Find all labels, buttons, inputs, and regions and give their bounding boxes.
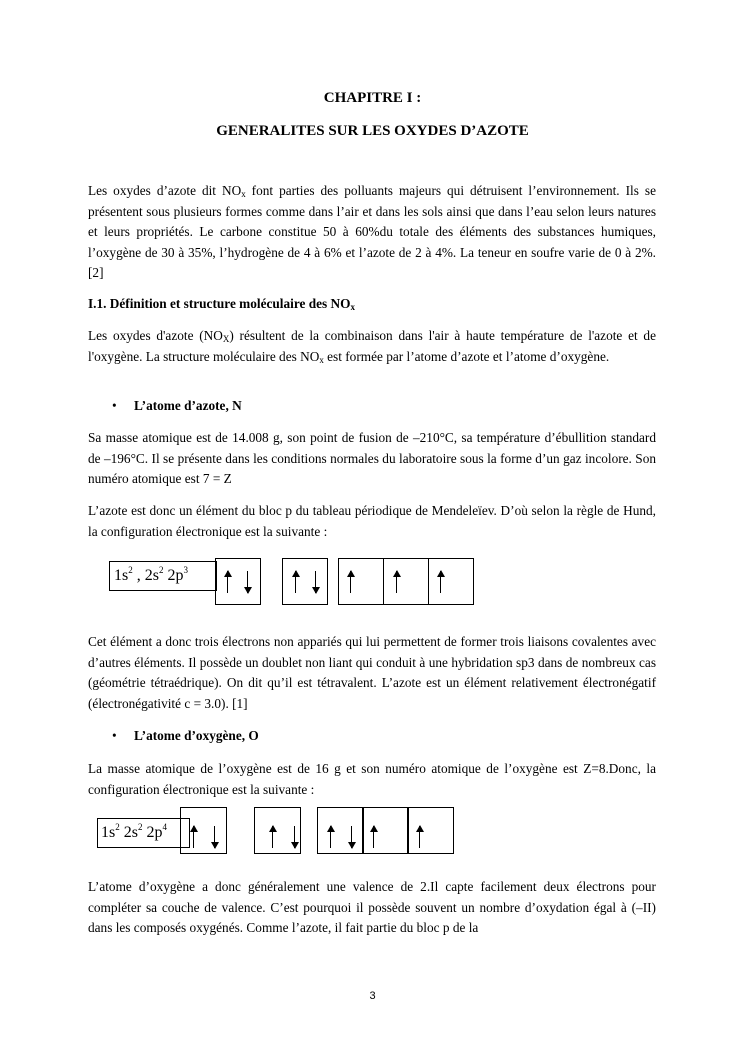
orbital-box-2py <box>383 558 429 605</box>
spin-up-arrow <box>295 571 296 593</box>
spin-up-arrow <box>396 571 397 593</box>
bullet-dot: • <box>112 398 117 413</box>
orbital-box-1s <box>180 807 227 854</box>
page-number: 3 <box>369 990 376 1002</box>
orbital-box-2px <box>338 558 384 605</box>
spin-down-arrow <box>247 571 248 593</box>
bullet-oxygen: • L’atome d’oxygène, O <box>112 728 259 743</box>
spin-down-arrow <box>294 826 295 848</box>
definition-paragraph: Les oxydes d'azote $(NO_X)$ résultent de la combinaison dans l'air à haute température de l'azote et de l'oxygène. La structure moléculaire des $NO_x$ est formée par l’atome d’azote et l’atome d’oxygène. <box>88 328 656 365</box>
spin-up-arrow <box>272 826 273 848</box>
spin-up-arrow <box>440 571 441 593</box>
spin-up-arrow <box>419 826 420 848</box>
spin-up-arrow <box>193 826 194 848</box>
spin-up-arrow <box>350 571 351 593</box>
orbital-box-1s <box>215 558 261 605</box>
oxygen-config-label: $1s^2$ $2s^2$ $2p^4$ <box>97 818 190 848</box>
orbital-box-2px <box>317 807 364 854</box>
chapter-subtitle: GENERALITES SUR LES OXYDES D’AZOTE <box>216 123 529 139</box>
orbital-box-2s <box>282 558 328 605</box>
orbital-box-2pz <box>428 558 474 605</box>
spin-up-arrow <box>227 571 228 593</box>
nitrogen-config-label: $1s^2$ , $2s^2$ $2p^3$ <box>109 561 217 591</box>
section-heading: I.1. Définition et structure moléculaire des $NO_x$ <box>88 296 355 312</box>
spin-down-arrow <box>351 826 352 848</box>
spin-up-arrow <box>330 826 331 848</box>
nitrogen-config-intro: L’azote est donc un élément du bloc p du tableau périodique de Mendeleïev. D’où selon la règle de Hund, la configuration électronique est la suivante : <box>88 503 656 539</box>
oxygen-properties-paragraph: La masse atomique de l’oxygène est de 16 g et son numéro atomique de l’oxygène est Z=8.Donc, la configuration électronique est la suivante : <box>88 761 656 797</box>
spin-down-arrow <box>315 571 316 593</box>
chapter-title: CHAPITRE I : <box>323 90 422 106</box>
spin-down-arrow <box>214 826 215 848</box>
bullet-dot: • <box>112 728 117 743</box>
bullet-nitrogen: • L’atome d’azote, N <box>112 398 242 413</box>
orbital-box-2pz <box>407 807 454 854</box>
nitrogen-properties-paragraph: Sa masse atomique est de 14.008 g, son point de fusion de –210°C, sa température d’ébullition standard de –196°C. Il se présente dans les conditions normales du laboratoire sous la forme d’un gaz incolore. Son numéro atomique est 7 = Z <box>88 430 656 486</box>
intro-paragraph: Les oxydes d’azote dit $NO_x$ font parties des polluants majeurs qui détruisent l’environnement. Ils se présentent sous plusieurs formes comme dans l’air et dans les sols ainsi que dans l’eau selon leurs natures et leurs propriétés. Le carbone constitue 50 à 60%du totale des éléments des substances humiques, l’oxygène de 30 à 35%, l’hydrogène de 4 à 6% et l’azote de 2 à 4%. La teneur en soufre varie de 0 à 2%. [2] <box>88 183 656 280</box>
nitrogen-valence-paragraph: Cet élément a donc trois électrons non appariés qui lui permettent de former trois liaisons covalentes avec d’autres éléments. Il possède un doublet non liant qui conduit à une hybridation sp3 dans de nombreux cas (géométrie tétraédrique). On dit qu’il est tétravalent. L’azote est un élément relativement électronégatif (électronégativité c = 3.0). [1] <box>88 634 656 711</box>
oxygen-valence-paragraph: L’atome d’oxygène a donc généralement une valence de 2.Il capte facilement deux électrons pour compléter sa couche de valence. C’est pourquoi il possède souvent un nombre d’oxydation égal à (–II) dans les composés oxygénés. Comme l’azote, il fait partie du bloc p de la <box>88 879 656 935</box>
spin-up-arrow <box>373 826 374 848</box>
